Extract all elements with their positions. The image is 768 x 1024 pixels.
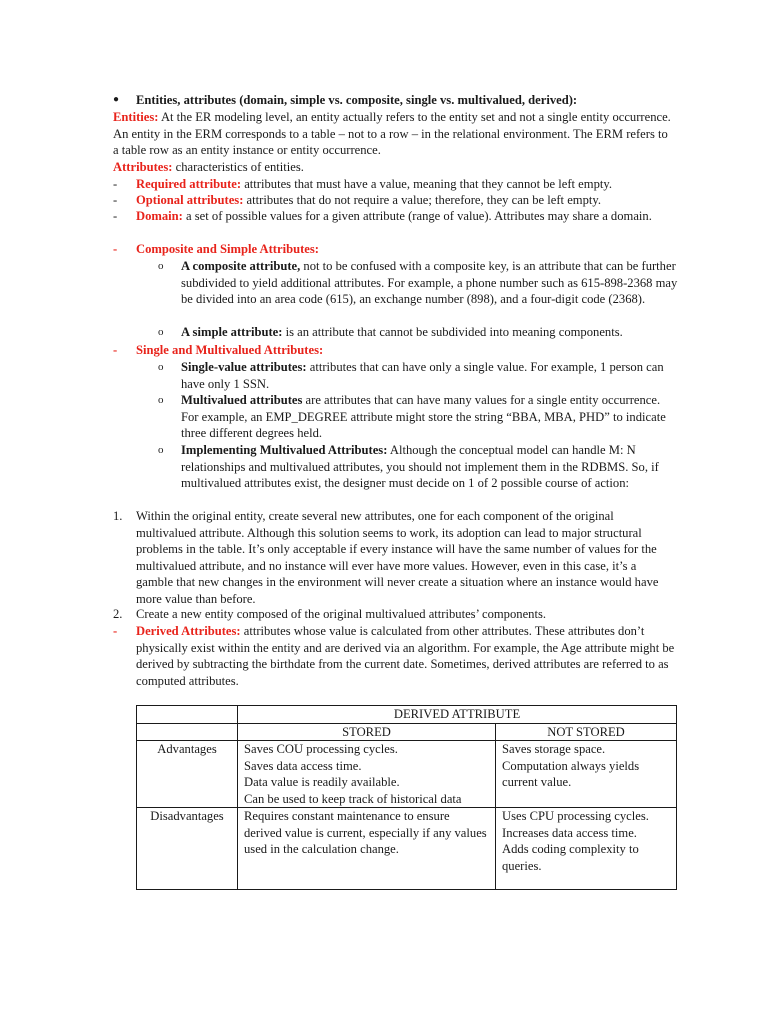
- dash-marker: -: [113, 624, 118, 638]
- cell-line: Data value is readily available.: [244, 775, 400, 789]
- cell-line: Uses CPU processing cycles.: [502, 809, 649, 823]
- table-cell-empty: [137, 723, 238, 741]
- attributes-paragraph: [113, 159, 673, 176]
- composite-label: A composite attribute,: [181, 259, 301, 273]
- option-number: 2.: [113, 607, 123, 621]
- cell-line: Adds coding complexity to queries.: [502, 842, 639, 873]
- cell-line: Increases data access time.: [502, 825, 637, 840]
- bullet-icon: ●: [113, 94, 120, 105]
- entities-paragraph: [113, 109, 673, 159]
- attributes-text: characteristics of entities.: [172, 160, 304, 174]
- entities-text: At the ER modeling level, an entity actually refers to the entity set and not a single entity occurrence. An entity in the ERM corresponds to a table – not to a row – in the relational environment. The ERM refers to a table row as an entity instance or entity occurrence.: [113, 110, 671, 157]
- multivalued-section-label: Single and Multivalued Attributes:: [136, 343, 324, 357]
- option-text: Within the original entity, create several new attributes, one for each component of the original multivalued attribute. Although this solution seems to work, its adoption can lead to major structural problems in the table. It’s only acceptable if every instance will have the same number of values for the multivalued attribute, and no instance will ever have more values. However, even in this case, it’s a gamble that new changes in the environment will never create a situation where an instance would have more value than before.: [136, 509, 659, 606]
- table-header-row: [137, 723, 677, 741]
- advantages-not-stored-cell: [496, 741, 677, 808]
- circle-marker: o: [158, 394, 164, 406]
- circle-marker: o: [158, 361, 164, 373]
- heading-text: Entities, attributes (domain, simple vs. composite, single vs. multivalued, derived):: [136, 93, 578, 107]
- optional-label: Optional attributes:: [136, 193, 244, 207]
- circle-marker: o: [158, 326, 164, 338]
- implementing-label: Implementing Multivalued Attributes:: [181, 443, 388, 457]
- composite-section-label: Composite and Simple Attributes:: [136, 242, 319, 256]
- attributes-label: Attributes:: [113, 160, 173, 174]
- dash-marker: -: [113, 343, 118, 357]
- cell-line: Can be used to keep track of historical data: [244, 791, 462, 806]
- single-text: attributes that can have only a single value. For example, 1 person can have only 1 SSN.: [181, 360, 664, 391]
- simple-text: is an attribute that cannot be subdivided into meaning components.: [282, 325, 623, 339]
- cell-line: Requires constant maintenance to ensure derived value is current, especially if any values used in the calculation change.: [244, 809, 487, 856]
- circle-marker: o: [158, 444, 164, 456]
- table-title: DERIVED ATTRIBUTE: [238, 706, 677, 724]
- entities-label: Entities:: [113, 110, 159, 124]
- circle-marker: o: [158, 260, 164, 272]
- multi-label: Multivalued attributes: [181, 393, 303, 407]
- table-title-row: [137, 706, 677, 724]
- disadvantages-not-stored-cell: [496, 808, 677, 890]
- dash-marker: -: [113, 242, 118, 256]
- row-label-advantages: Advantages: [137, 741, 238, 808]
- table-cell-empty: [137, 706, 238, 724]
- advantages-stored-cell: [238, 741, 496, 808]
- row-label-disadvantages: Disadvantages: [137, 808, 238, 890]
- required-label: Required attribute:: [136, 177, 242, 191]
- disadvantages-stored-cell: [238, 808, 496, 890]
- required-text: attributes that must have a value, meaning that they cannot be left empty.: [241, 177, 612, 191]
- col-header-not-stored: NOT STORED: [496, 723, 677, 741]
- implementing-text: Although the conceptual model can handle M: N relationships and multivalued attributes, you should not implement them in the RDBMS. So, if multivalued attributes exist, the designer must decide on 1 of 2 possible course of action:: [181, 443, 659, 490]
- composite-text: not to be confused with a composite key, is an attribute that can be further subdivided to yield additional attributes. For example, a phone number such as 615-898-2368 may be divided into an area code (615), an exchange number (898), and a four-digit code (2368).: [181, 259, 678, 306]
- cell-line: Saves data access time.: [244, 758, 362, 773]
- derived-attribute-table: [136, 705, 677, 890]
- dash-marker: -: [113, 193, 118, 207]
- simple-label: A simple attribute:: [181, 325, 283, 339]
- cell-line: Saves COU processing cycles.: [244, 742, 398, 756]
- dash-marker: -: [113, 209, 118, 223]
- derived-label: Derived Attributes:: [136, 624, 241, 638]
- derived-text: attributes whose value is calculated from other attributes. These attributes don’t physically exist within the entity and are derived via an algorithm. For example, the Age attribute might be derived by subtracting the birthdate from the current date. Sometimes, derived attributes are referred to as computed attributes.: [136, 624, 675, 688]
- single-label: Single-value attributes:: [181, 360, 307, 374]
- option-number: 1.: [113, 509, 123, 523]
- domain-label: Domain:: [136, 209, 183, 223]
- cell-line: Saves storage space.: [502, 742, 606, 756]
- col-header-stored: STORED: [238, 723, 496, 741]
- table-row-advantages: [137, 741, 677, 808]
- optional-text: attributes that do not require a value; therefore, they can be left empty.: [243, 193, 602, 207]
- table-row-disadvantages: [137, 808, 677, 890]
- domain-text: a set of possible values for a given attribute (range of value). Attributes may share a domain.: [182, 209, 652, 223]
- dash-marker: -: [113, 177, 118, 191]
- cell-line: Computation always yields current value.: [502, 758, 640, 789]
- multi-text: are attributes that can have many values for a single entity occurrence. For example, an EMP_DEGREE attribute might store the string “BBA, MBA, PHD” to indicate three different degrees held.: [181, 393, 666, 440]
- option-text: Create a new entity composed of the original multivalued attributes’ components.: [136, 607, 546, 621]
